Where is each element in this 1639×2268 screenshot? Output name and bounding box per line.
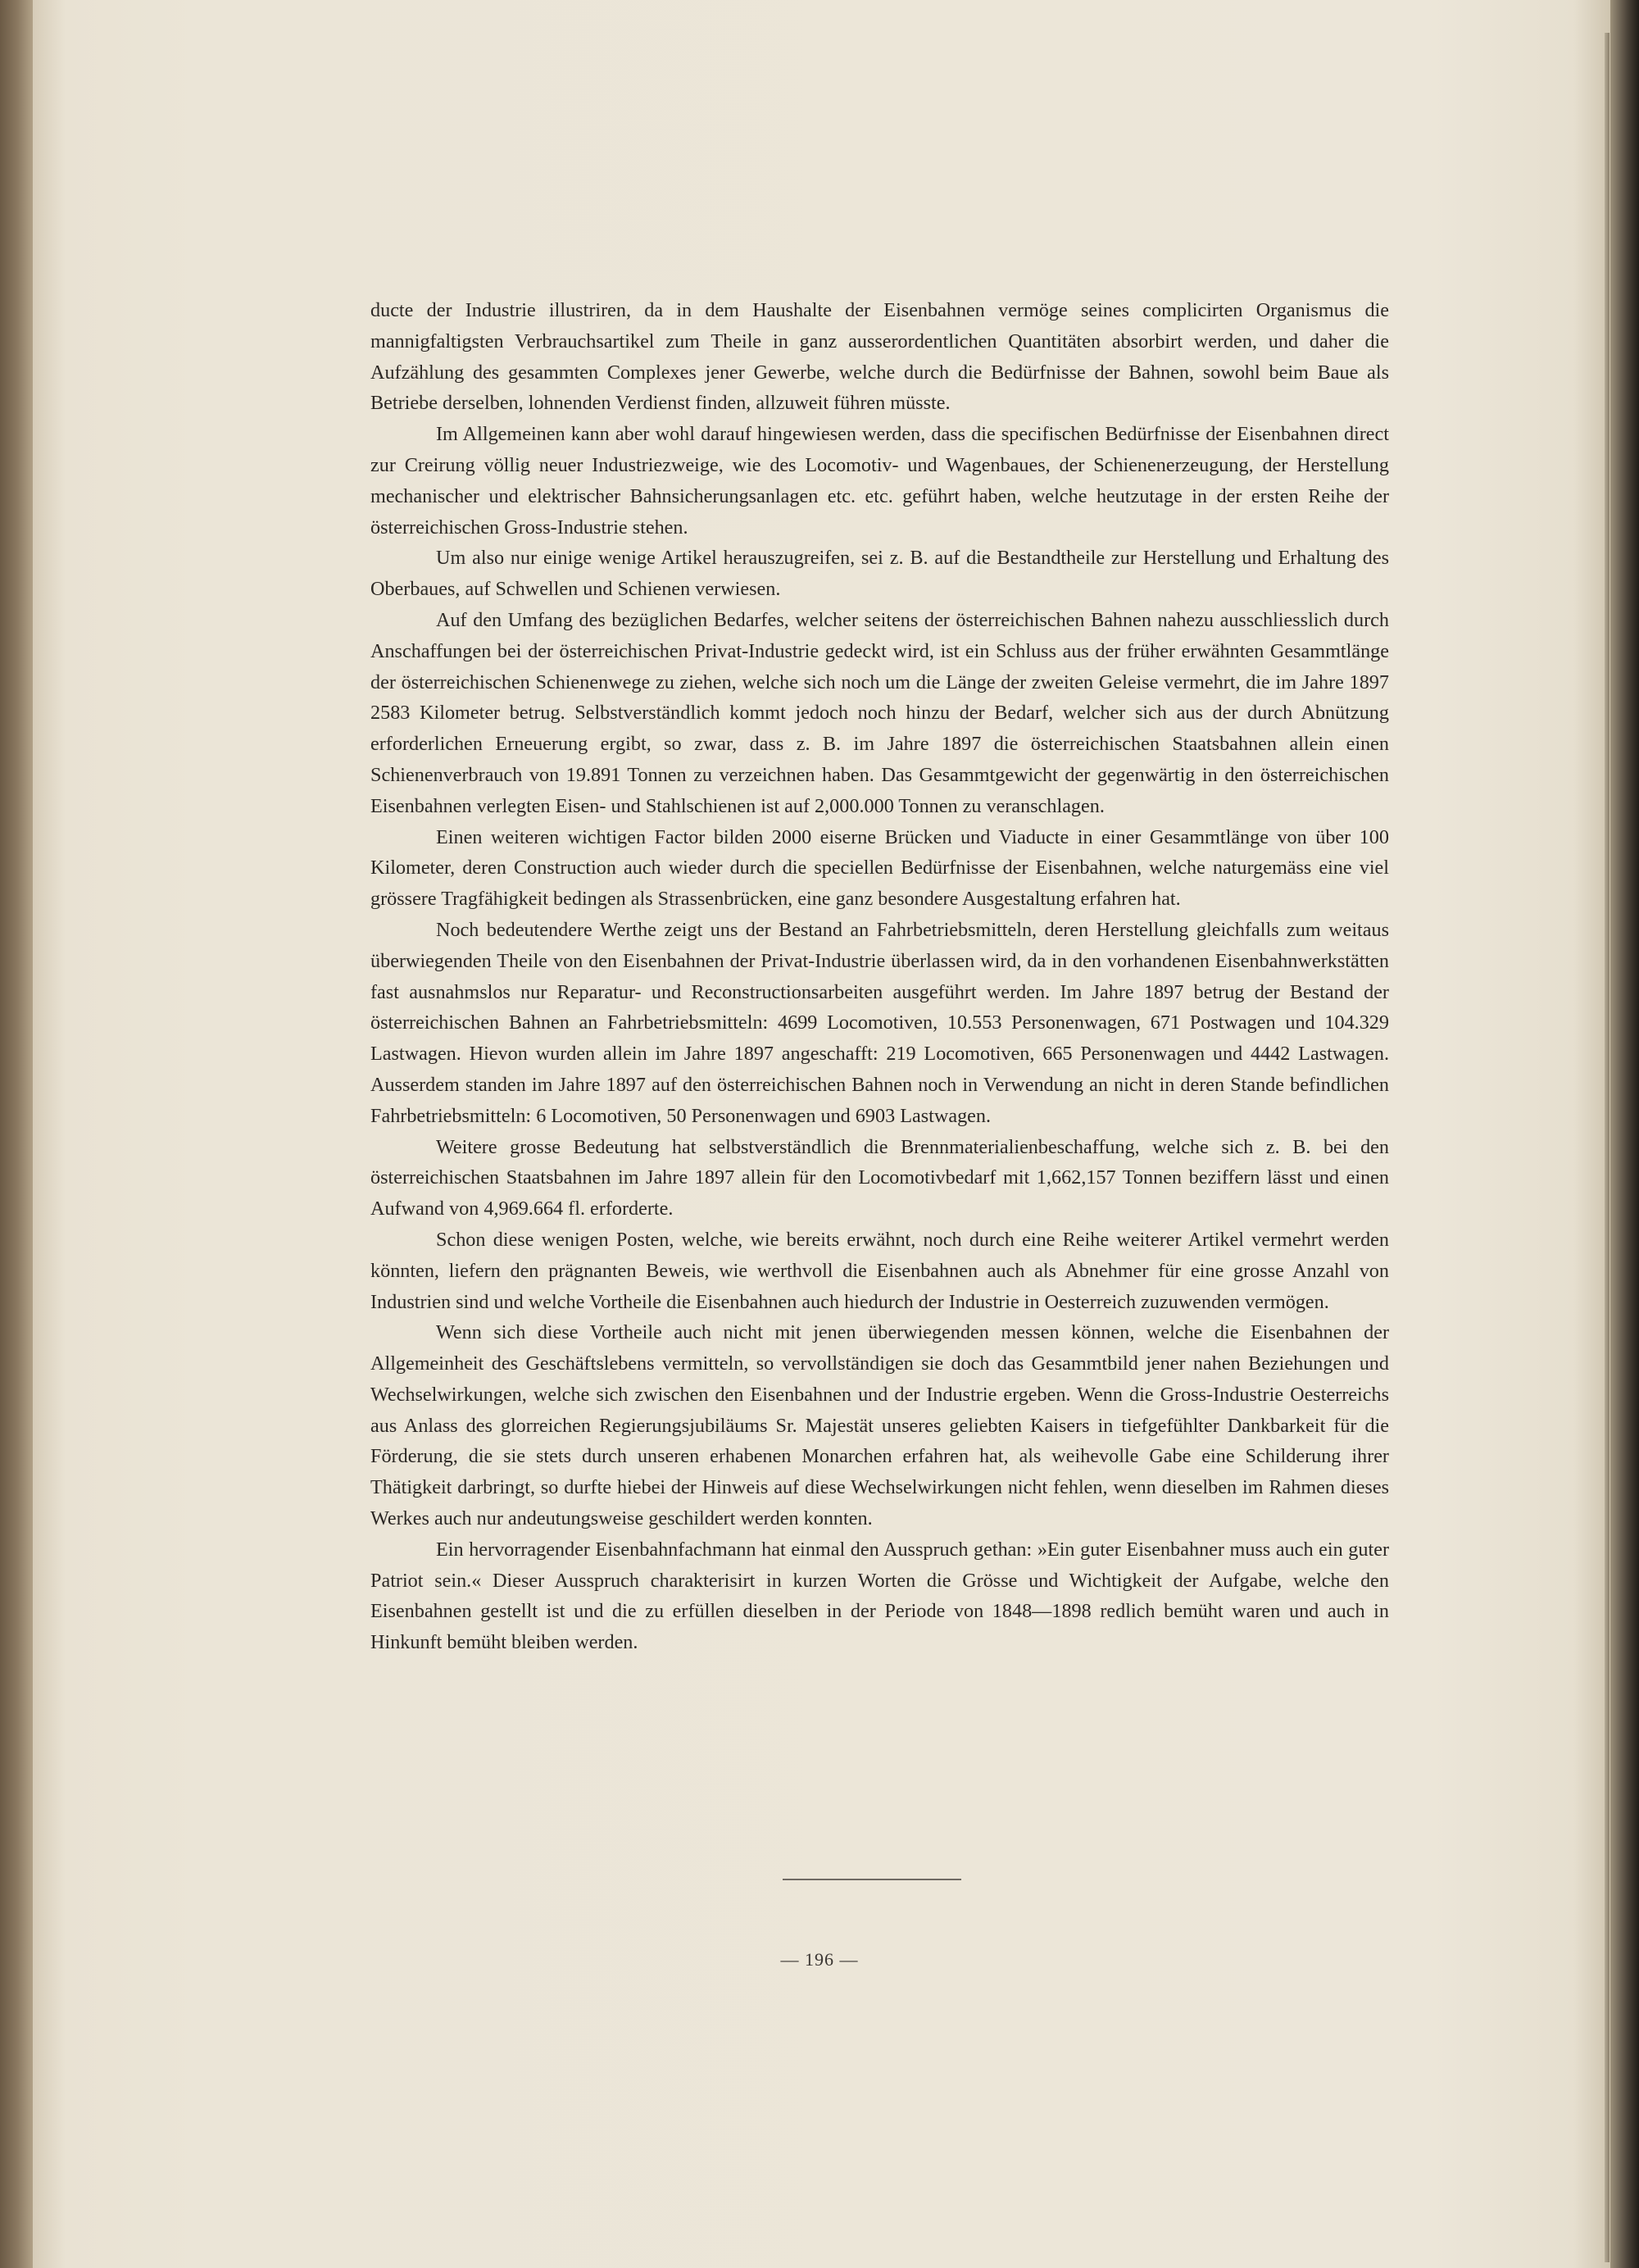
page-gutter-edge bbox=[1605, 33, 1609, 2262]
paragraph-9: Wenn sich diese Vortheile auch nicht mit jenen überwiegenden messen können, welche die Eisenbahnen der Allgemeinheit des Geschäftslebens vermitteln, so vervollständigen sie doch das Gesammtbild jener nahen Beziehungen und Wechselwirkungen, welche sich zwischen den Eisenbahnen und der Industrie ergeben. Wenn die Gross-Industrie Oesterreichs aus Anlass des glorreichen Regierungsjubiläums Sr. Majestät unseres geliebten Kaisers in tiefgefühlter Dankbarkeit für die Förderung, die sie stets durch unseren erhabenen Monarchen erfahren hat, als weihevolle Gabe eine Schilderung ihrer Thätigkeit darbringt, so durfte hiebei der Hinweis auf diese Wechselwirkungen nicht fehlen, wenn dieselben im Rahmen dieses Werkes auch nur andeutungsweise geschildert werden konnten. bbox=[370, 1321, 1389, 1530]
paragraph-7: Weitere grosse Bedeutung hat selbstverständlich die Brennmaterialienbeschaffung, welche sich z. B. bei den österreichischen Staatsbahnen im Jahre 1897 allein für den Locomotivbedarf mit 1,662,157 Tonnen beziffern lässt und einen Aufwand von 4,969.664 fl. erforderte. bbox=[370, 1135, 1389, 1220]
paragraph-3: Um also nur einige wenige Artikel herauszugreifen, sei z. B. auf die Bestandtheile zur Herstellung und Erhaltung des Oberbaues, auf Schwellen und Schienen verwiesen. bbox=[370, 547, 1389, 601]
paragraph-8: Schon diese wenigen Posten, welche, wie bereits erwähnt, noch durch eine Reihe weiterer Artikel vermehrt werden könnten, liefern den prägnanten Beweis, wie werthvoll die Eisenbahnen auch als Abnehmer für eine grosse Anzahl von Industrien sind und welche Vortheile die Eisenbahnen auch hiedurch der Industrie in Oesterreich zuzuwenden vermögen. bbox=[370, 1228, 1389, 1313]
paragraph-10: Ein hervorragender Eisenbahnfachmann hat einmal den Ausspruch gethan: »Ein guter Eisenbahner muss auch ein guter Patriot sein.« Dieser Ausspruch charakterisirt in kurzen Worten die Grösse und Wichtigkeit der Aufgabe, welche den Eisenbahnen gestellt ist und die zu erfüllen dieselben in der Periode von 1848—1898 redlich bemüht waren und auch in Hinkunft bemüht bleiben werden. bbox=[370, 1538, 1389, 1654]
paragraph-4: Auf den Umfang des bezüglichen Bedarfes, welcher seitens der österreichischen Bahnen nahezu ausschliesslich durch Anschaffungen bei der österreichischen Privat-Industrie gedeckt wird, ist ein Schluss aus der früher erwähnten Gesammtlänge der österreichischen Schienenwege zu ziehen, welche sich noch um die Länge der zweiten Geleise vermehrt, die im Jahre 1897 2583 Kilometer betrug. Selbstverständlich kommt jedoch noch hinzu der Bedarf, welcher sich aus der durch Abnützung erforderlichen Erneuerung ergibt, so zwar, dass z. B. im Jahre 1897 die österreichischen Staatsbahnen allein einen Schienenverbrauch von 19.891 Tonnen zu verzeichnen haben. Das Gesammtgewicht der gegenwärtig in den österreichischen Eisenbahnen verlegten Eisen- und Stahlschienen ist auf 2,000.000 Tonnen zu veranschlagen. bbox=[370, 608, 1389, 817]
section-end-rule bbox=[783, 1879, 961, 1880]
paragraph-6: Noch bedeutendere Werthe zeigt uns der Bestand an Fahrbetriebsmitteln, deren Herstellung gleichfalls zum weitaus überwiegenden Theile von den Eisenbahnen der Privat-Industrie überlassen wird, da in den vorhandenen Eisenbahnwerkstätten fast ausnahmslos nur Reparatur- und Reconstructionsarbeiten ausgeführt werden. Im Jahre 1897 betrug der Bestand der österreichischen Bahnen an Fahrbetriebsmitteln: 4699 Locomotiven, 10.553 Personenwagen, 671 Postwagen und 104.329 Lastwagen. Hievon wurden allein im Jahre 1897 angeschafft: 219 Locomotiven, 665 Personenwagen und 4442 Lastwagen. Ausserdem standen im Jahre 1897 auf den österreichischen Bahnen noch in Verwendung an nicht in deren Stande befindlichen Fahrbetriebsmitteln: 6 Locomotiven, 50 Personenwagen und 6903 Lastwagen. bbox=[370, 918, 1389, 1127]
paragraph-2: Im Allgemeinen kann aber wohl darauf hingewiesen werden, dass die specifischen Bedürfnisse der Eisenbahnen direct zur Creirung völlig neuer Industriezweige, wie des Locomotiv- und Wagenbaues, der Schienenerzeugung, der Herstellung mechanischer und elektrischer Bahnsicherungsanlagen etc. etc. geführt haben, welche heutzutage in der ersten Reihe der österreichischen Gross-Industrie stehen. bbox=[370, 423, 1389, 539]
book-edge bbox=[1610, 0, 1639, 2268]
page-number: — 196 — bbox=[780, 1949, 859, 1970]
paragraph-5: Einen weiteren wichtigen Factor bilden 2000 eiserne Brücken und Viaducte in einer Gesammtlänge von über 100 Kilometer, deren Construction auch wieder durch die speciellen Bedürfnisse der Eisenbahnen, welche naturgemäss eine viel grössere Tragfähigkeit bedingen als Strassenbrücken, eine ganz besondere Ausgestaltung erfahren hat. bbox=[370, 825, 1389, 911]
body-text bbox=[370, 295, 1389, 1658]
paragraph-1: ducte der Industrie illustriren, da in dem Haushalte der Eisenbahnen vermöge seines complicirten Organismus die mannigfaltigsten Verbrauchsartikel zum Theile in ganz ausserordentlichen Quantitäten absorbirt werden, und daher die Aufzählung des gesammten Complexes jener Gewerbe, welche durch die Bedürfnisse der Bahnen, sowohl beim Baue als Betriebe derselben, lohnenden Verdienst finden, allzuweit führen müsste. bbox=[370, 299, 1389, 415]
